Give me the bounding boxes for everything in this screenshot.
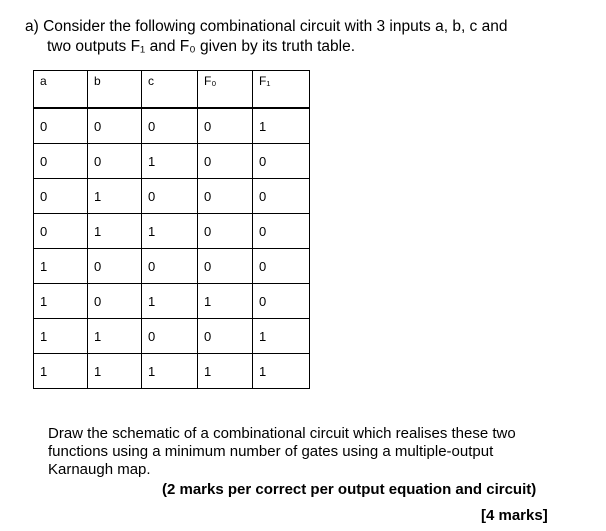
cell-f1: 1 [253,319,310,354]
header-a: a [34,71,88,109]
cell-f0: 0 [198,108,253,144]
cell-f1: 0 [253,214,310,249]
cell-c: 1 [142,214,198,249]
cell-c: 0 [142,108,198,144]
cell-f1: 0 [253,179,310,214]
cell-f1: 0 [253,284,310,319]
instruction-line-3: Karnaugh map. [48,461,151,478]
cell-b: 1 [88,179,142,214]
cell-f0: 1 [198,284,253,319]
header-f1: F₁ [253,71,310,109]
cell-c: 0 [142,319,198,354]
cell-c: 0 [142,179,198,214]
truth-table [33,70,310,389]
cell-b: 0 [88,249,142,284]
cell-c: 0 [142,249,198,284]
cell-a: 1 [34,284,88,319]
cell-f0: 0 [198,249,253,284]
cell-f0: 0 [198,179,253,214]
cell-a: 1 [34,249,88,284]
truth-table-header-row [34,71,310,109]
cell-f0: 0 [198,319,253,354]
cell-f0: 0 [198,214,253,249]
cell-b: 0 [88,144,142,179]
question-line-2: two outputs F₁ and F₀ given by its truth table. [47,38,356,55]
cell-c: 1 [142,144,198,179]
table-row [34,249,310,284]
cell-c: 1 [142,284,198,319]
cell-b: 1 [88,319,142,354]
cell-a: 1 [34,319,88,354]
table-row [34,108,310,144]
cell-b: 0 [88,284,142,319]
cell-f1: 1 [253,354,310,389]
cell-c: 1 [142,354,198,389]
cell-f0: 1 [198,354,253,389]
table-row [34,319,310,354]
instruction-line-1: Draw the schematic of a combinational circuit which realises these two [48,425,516,442]
cell-f1: 0 [253,249,310,284]
cell-f0: 0 [198,144,253,179]
instruction-line-2: functions using a minimum number of gates using a multiple-output [48,443,494,460]
cell-a: 0 [34,144,88,179]
total-marks: [4 marks] [481,507,548,524]
table-row [34,284,310,319]
cell-f1: 1 [253,108,310,144]
table-row [34,179,310,214]
table-row [34,354,310,389]
header-b: b [88,71,142,109]
table-row [34,214,310,249]
cell-f1: 0 [253,144,310,179]
cell-b: 1 [88,214,142,249]
cell-a: 1 [34,354,88,389]
cell-b: 1 [88,354,142,389]
question-line-1: a) Consider the following combinational circuit with 3 inputs a, b, c and [25,18,508,35]
marks-note: (2 marks per correct per output equation and circuit) [162,481,537,498]
table-row [34,144,310,179]
cell-b: 0 [88,108,142,144]
cell-a: 0 [34,214,88,249]
header-c: c [142,71,198,109]
cell-a: 0 [34,179,88,214]
header-f0: F₀ [198,71,253,109]
cell-a: 0 [34,108,88,144]
